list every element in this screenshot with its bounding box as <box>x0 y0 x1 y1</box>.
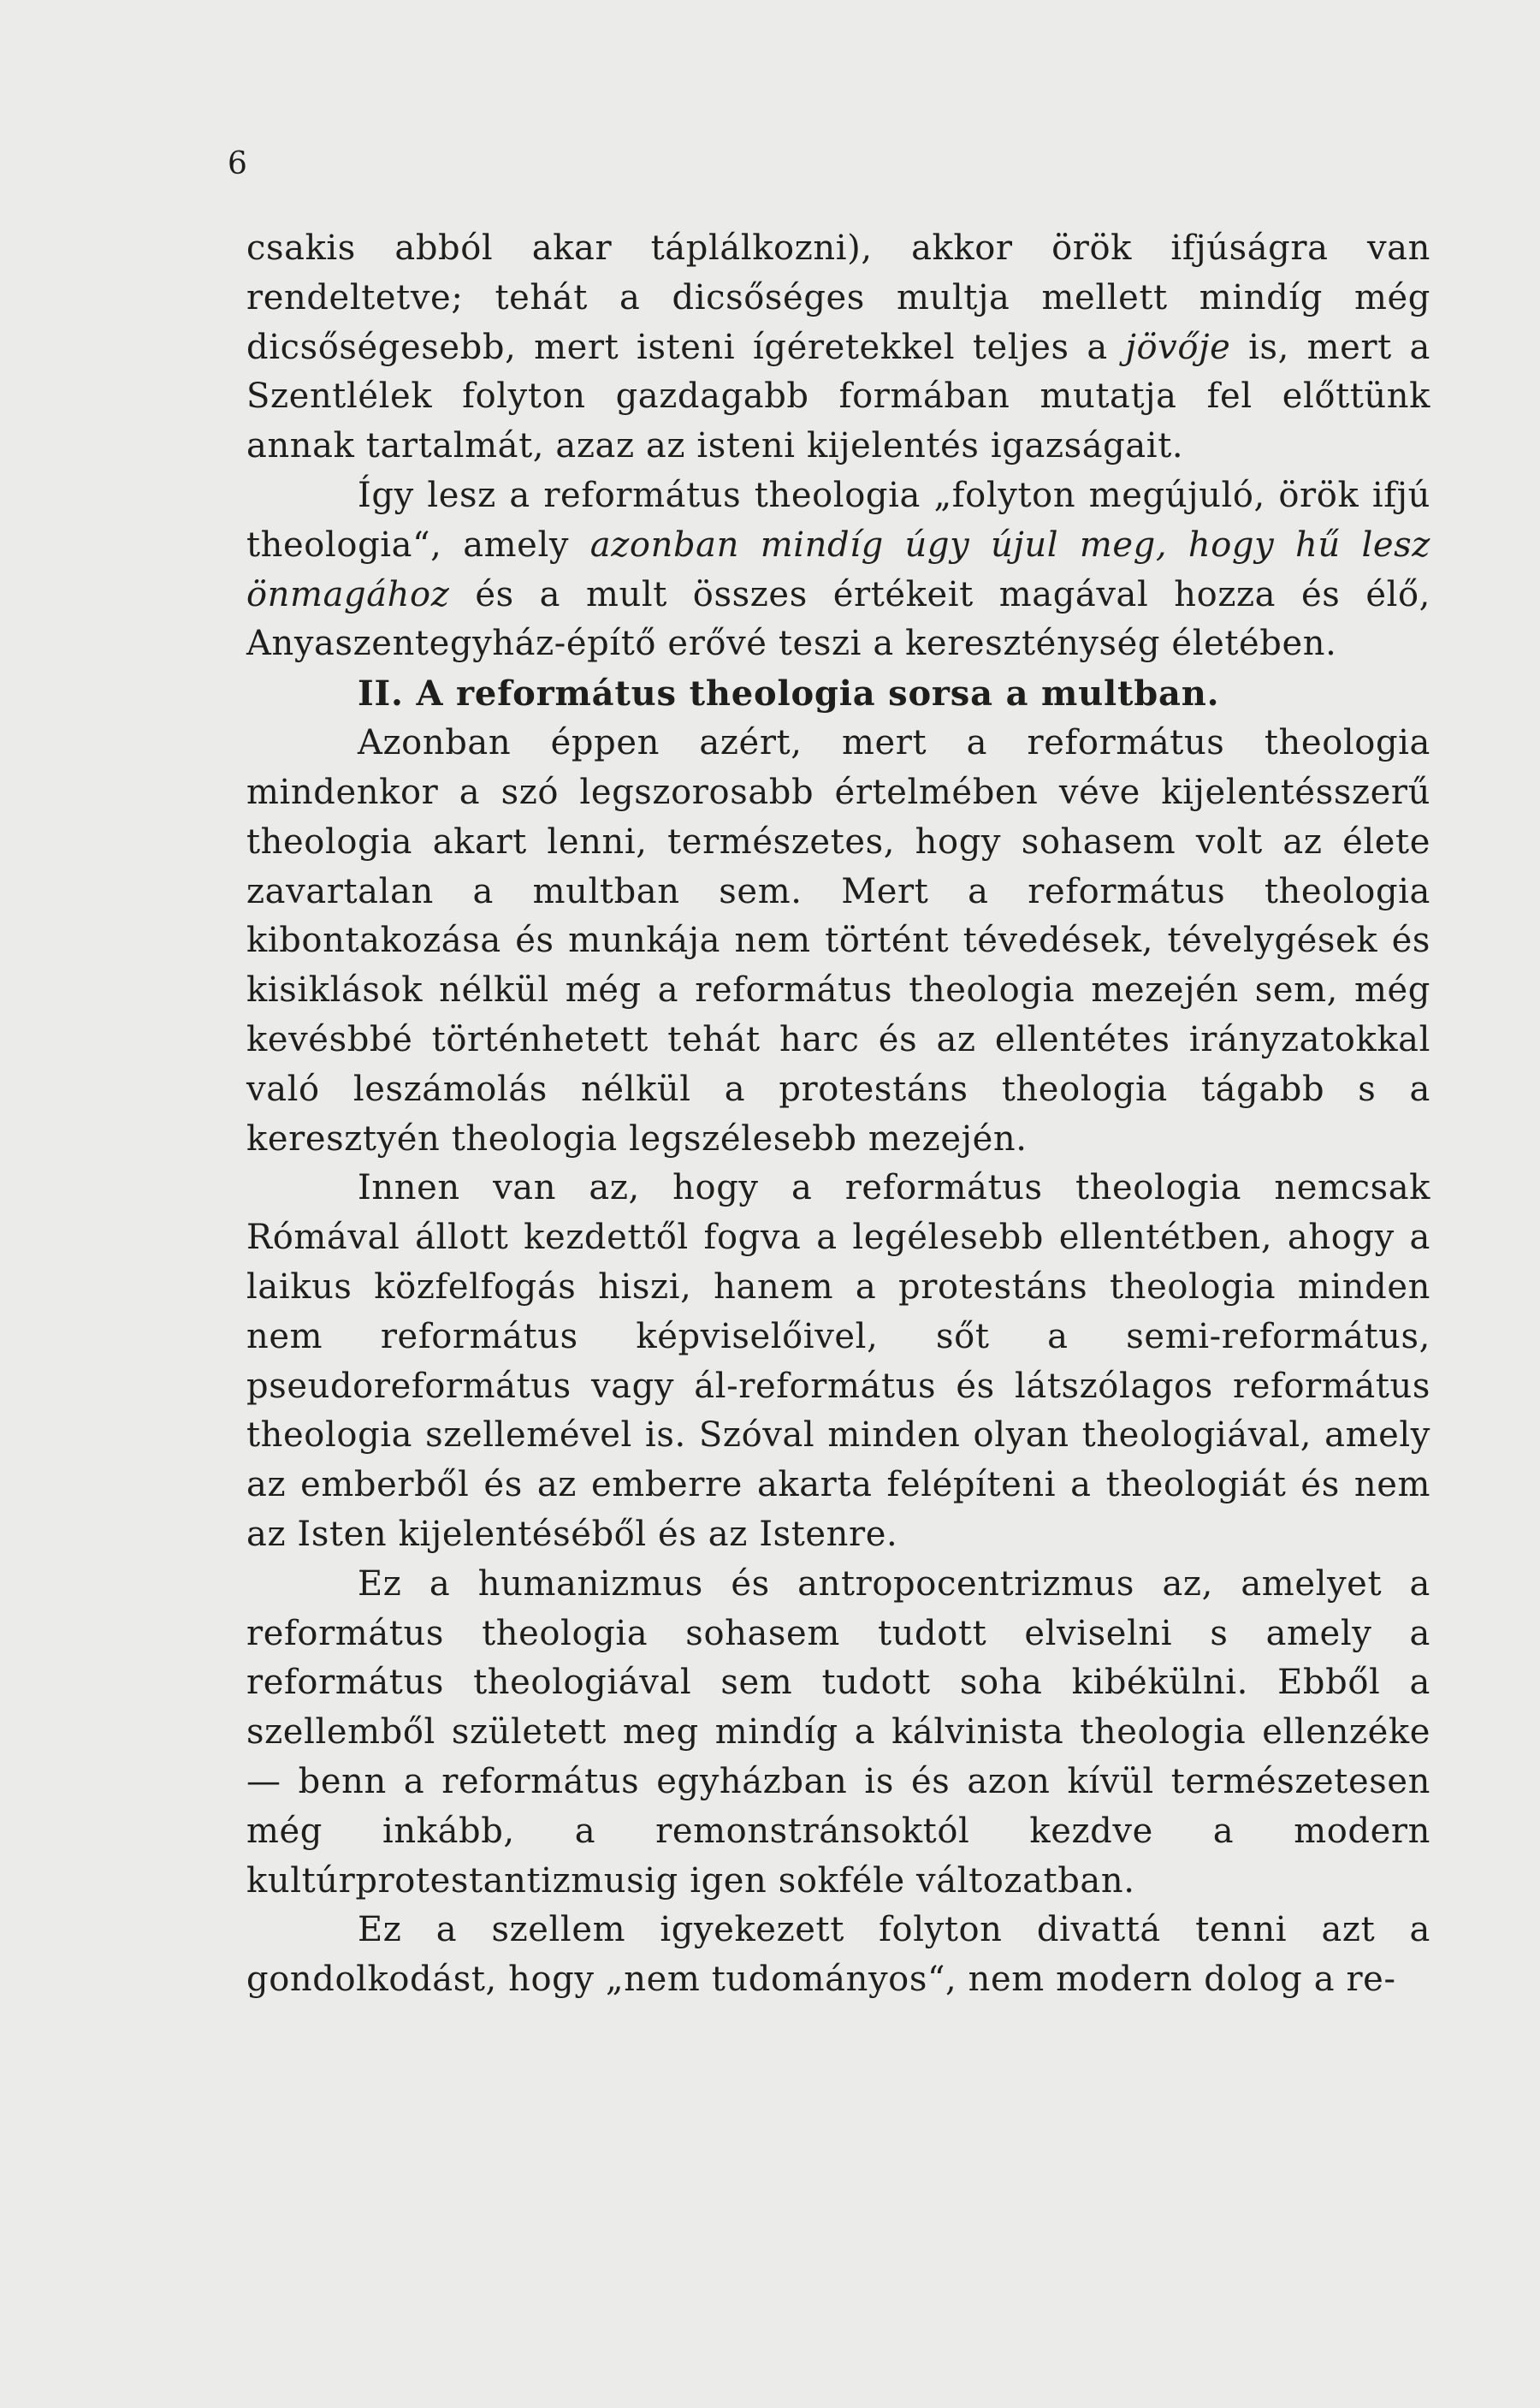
section-heading: II. A református theologia sorsa a multban. <box>358 673 1220 715</box>
paragraph-2-emphasis: azonban mindíg úgy újul meg, hogy hű lesz önmagához <box>246 525 1430 614</box>
page-number: 6 <box>228 146 247 181</box>
paragraph-2 <box>246 472 1430 669</box>
body-text <box>246 224 1430 2005</box>
paragraph-3: Azonban éppen azért, mert a református theologia mindenkor a szó legszorosabb értelmében véve kijelentésszerű theologia akart lenni, természetes, hogy sohasem volt az élete zavartalan a multban sem. Mert a református theologia kibontakozása és munkája nem történt tévedések, tévelygések és kisiklások nélkül még a református theologia mezején sem, még kevésbbé történhetett tehát harc és az ellentétes irányzatokkal való leszámolás nélkül a protestáns theologia tágabb s a keresztyén theologia legszélesebb mezején. <box>246 723 1430 1159</box>
paragraph-6: Ez a szellem igyekezett folyton divattá tenni azt a gondolkodást, hogy „nem tudományos“, nem modern dolog a re- <box>246 1910 1430 2000</box>
paragraph-1-end: is, mert a Szentlélek folyton gazdagabb formában mutatja fel előttünk annak tartalmát, azaz az isteni kijelentés igazságait. <box>246 327 1430 466</box>
paragraph-1-emphasis: jövője <box>1125 327 1231 367</box>
paragraph-2-text: Így lesz a református theologia „folyton megújuló, örök ifjú theologia“, amely <box>246 475 1430 565</box>
paragraph-1-text: csakis abból akar táplálkozni), akkor örök ifjúságra van rendeltetve; tehát a dicsőséges multja mellett mindíg még dicsőségesebb, mert isteni ígéretekkel teljes a <box>246 228 1430 367</box>
paragraph-1 <box>246 224 1430 472</box>
paragraph-2-end: és a mult összes értékeit magával hozza és élő, Anyaszentegyház-építő erővé teszi a kereszténység életében. <box>246 574 1430 664</box>
paragraph-4: Innen van az, hogy a református theologia nemcsak Rómával állott kezdettől fogva a legélesebb ellentétben, ahogy a laikus közfelfogás hiszi, hanem a protestáns theologia minden nem református képviselőivel, sőt a semi-református, pseudoreformátus vagy ál-református és látszólagos református theologia szellemével is. Szóval minden olyan theologiával, amely az emberből és az emberre akarta felépíteni a theologiát és nem az Isten kijelentéséből és az Istenre. <box>246 1168 1430 1554</box>
paragraph-5: Ez a humanizmus és antropocentrizmus az, amelyet a református theologia sohasem tudott elviselni s amely a református theologiával sem tudott soha kibékülni. Ebből a szellemből született meg mindíg a kálvinista theologia ellenzéke — benn a református egyházban is és azon kívül természetesen még inkább, a remonstránsoktól kezdve a modern kultúrprotestantizmusig igen sokféle változatban. <box>246 1563 1430 1901</box>
